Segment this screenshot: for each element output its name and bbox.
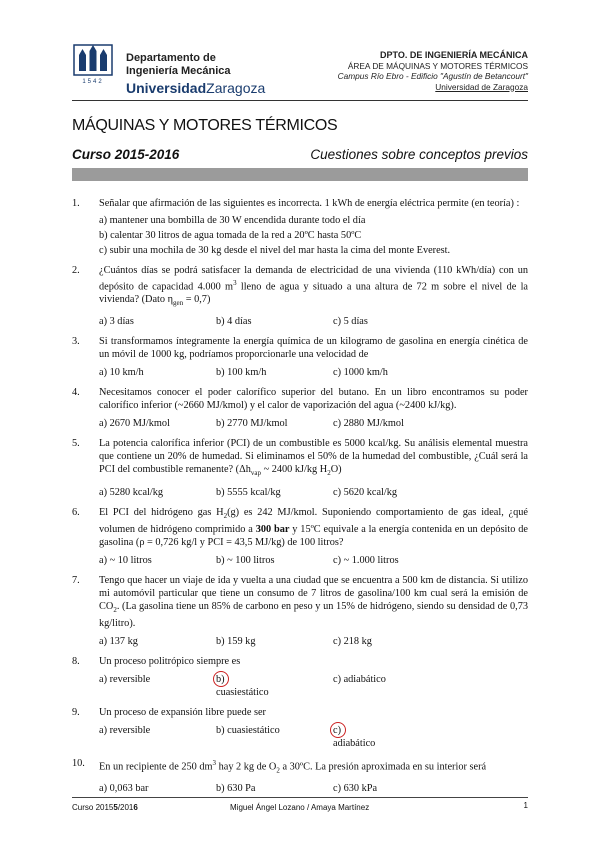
address-line-3: Campus Río Ebro - Edificio "Agustín de Betancourt" — [337, 71, 528, 81]
footer-authors: Miguel Ángel Lozano / Amaya Martínez — [230, 803, 370, 812]
question-number: 6. — [72, 506, 80, 518]
question-text: En un recipiente de 250 $dm^3$ hay 2 kg de $O_2$ a 30ºC. La presión aproximada en su interior será — [99, 758, 487, 775]
question-6 — [72, 506, 528, 567]
option-c: c) 2880 MJ/kmol — [333, 418, 404, 430]
question-9 — [72, 706, 528, 750]
university-name-bold: Universidad — [126, 80, 207, 96]
question-number: 10. — [72, 757, 85, 769]
question-4 — [72, 386, 528, 430]
department-line-1: Departamento de — [126, 52, 216, 64]
document-title: Cuestiones sobre conceptos previos — [310, 147, 528, 162]
question-number: 8. — [72, 655, 80, 667]
question-text: Tengo que hacer un viaje de ida y vuelta a una ciudad que se encuentra a 500 km de distancia. Si utilizo mi automóvil particular que tiene un consumo de 7 litros de gasolina/100 km cual será la emisión de $CO_2$. (La gasolina tiene un 85% de carbono en peso y un 15% de hidrógeno, siendo su densidad de 0,73 kg/litro). — [99, 574, 528, 629]
university-logo — [72, 43, 114, 85]
option-c: c) ~ 1.000 litros — [333, 554, 399, 566]
question-list — [72, 197, 528, 802]
option-a: a) reversible — [99, 673, 151, 685]
option-c: c) 630 kPa — [333, 783, 378, 795]
option-c: c) 5 días — [333, 316, 368, 328]
option-c: c) subir una mochila de 30 kg desde el nivel del mar hasta la cima del monte Everest. — [99, 245, 451, 256]
question-text: Necesitamos conocer el poder calorífico superior del butano. En un libro encontramos su poder calorífico inferior (~2660 MJ/kmol) y el calor de vaporización del agua (~2400 kJ/kg). — [99, 387, 528, 412]
question-text: Un proceso de expansión libre puede ser — [99, 706, 266, 718]
university-name — [126, 80, 265, 96]
option-a: a) mantener una bombilla de 30 W encendida durante todo el día — [99, 215, 366, 226]
options-row — [99, 417, 528, 430]
question-number: 9. — [72, 706, 80, 718]
option-b: b) 159 kg — [216, 635, 256, 647]
option-a: a) ~ 10 litros — [99, 554, 152, 566]
options-row — [99, 673, 528, 699]
question-1 — [72, 197, 528, 257]
question-text: Un proceso politrópico siempre es — [99, 655, 241, 667]
option-b: b) ~ 100 litros — [216, 554, 275, 566]
address-line-1: DPTO. DE INGENIERÍA MECÁNICA — [379, 50, 528, 60]
option-c-selected: c)adiabático — [333, 724, 450, 750]
course-name: MÁQUINAS Y MOTORES TÉRMICOS — [72, 117, 338, 134]
question-number: 1. — [72, 198, 80, 209]
question-5 — [72, 437, 528, 498]
address-line-2: ÁREA DE MÁQUINAS Y MOTORES TÉRMICOS — [347, 60, 528, 71]
question-2 — [72, 264, 528, 328]
options-row — [99, 724, 528, 750]
option-a: a) 10 km/h — [99, 367, 144, 379]
question-3 — [72, 335, 528, 379]
options-row — [99, 366, 528, 379]
university-name-rest: Zaragoza — [206, 80, 266, 96]
question-text: Señalar que afirmación de las siguientes es incorrecta. 1 kWh de energía eléctrica permite (en teoría) : — [99, 198, 520, 209]
question-7 — [72, 574, 528, 648]
option-b: b) 5555 kcal/kg — [216, 486, 281, 498]
options-row — [99, 554, 528, 567]
option-b: b) cuasiestático — [216, 724, 280, 736]
option-a: a) 5280 kcal/kg — [99, 486, 164, 498]
header-divider — [72, 100, 528, 101]
address-line-4: Universidad de Zaragoza — [435, 81, 528, 92]
option-b: b) 4 días — [216, 316, 252, 328]
department-name — [126, 52, 231, 78]
option-a: a) 3 días — [99, 316, 134, 328]
option-c: c) 5620 kcal/kg — [333, 486, 398, 498]
option-b: b) 630 Pa — [216, 783, 256, 795]
option-c: c) 218 kg — [333, 635, 372, 647]
footer-divider — [72, 797, 528, 798]
question-number: 4. — [72, 387, 80, 399]
question-number: 2. — [72, 265, 80, 276]
options-row — [99, 635, 528, 648]
page-number: 1 — [523, 801, 528, 810]
question-text: ¿Cuántos días se podrá satisfacer la demanda de electricidad de una vivienda (110 kWh/día) con un depósito de capacidad 4.000 $m^3$ lleno de agua y situado a una altura de 72 m sobre el nivel de la vivienda? (Dato $\eta_{gen} = 0,7$) — [99, 265, 528, 308]
question-text: El PCI del hidrógeno gas $H_2(g)$ es 242 MJ/kmol. Suponiendo comportamiento de gas ideal, ¿qué volumen de hidrógeno comprimido a 300 bar y 15ºC equivale a la energía contenida en un depósito de gasolina (ρ = 0,726 kg/l y PCI = 43,5 MJ/kg) de 100 litros? — [99, 506, 528, 548]
options-row — [99, 315, 528, 328]
option-a: a) 0,063 bar — [99, 783, 149, 795]
option-c: c) adiabático — [333, 673, 386, 685]
title-bar — [72, 168, 528, 181]
question-10 — [72, 757, 528, 795]
option-b: b) 100 km/h — [216, 367, 267, 379]
option-a: a) 137 kg — [99, 635, 138, 647]
question-text: La potencia calorífica inferior (PCI) de un combustible es 5000 kcal/kg. Su análisis elemental muestra que contiene un 20% de humedad. Si eliminamos el 50% de la humedad del combustible, ¿Cuál será la PCI del combustible remanente? ($\Delta h_{vap}$ ~ 2400 kJ/kg $H_2O$) — [99, 438, 528, 478]
answer-circle: b) — [216, 673, 333, 686]
logo-year: 1542 — [82, 79, 104, 85]
answer-circle: c) — [333, 724, 450, 737]
question-text: Si transformamos íntegramente la energía química de un kilogramo de gasolina en energía cinética de un móvil de 1000 kg, podríamos proporcionarle una velocidad de — [99, 336, 528, 361]
department-line-2: Ingeniería Mecánica — [126, 65, 231, 77]
option-b: b) 2770 MJ/kmol — [216, 418, 288, 430]
options-row — [99, 486, 528, 499]
footer-course: Curso 20155/2016 — [72, 803, 138, 812]
option-a: a) reversible — [99, 724, 151, 736]
option-c: c) 1000 km/h — [333, 367, 388, 379]
options-row — [99, 782, 528, 795]
department-address — [328, 50, 528, 92]
question-8 — [72, 655, 528, 699]
course-year: Curso 2015-2016 — [72, 147, 180, 162]
option-b: b) calentar 30 litros de agua tomada de la red a 20ºC hasta 50ºC — [99, 230, 362, 241]
question-number: 7. — [72, 574, 80, 586]
option-a: a) 2670 MJ/kmol — [99, 418, 170, 430]
question-number: 3. — [72, 336, 80, 348]
question-number: 5. — [72, 438, 80, 450]
option-b-selected: b)cuasiestático — [216, 673, 333, 699]
